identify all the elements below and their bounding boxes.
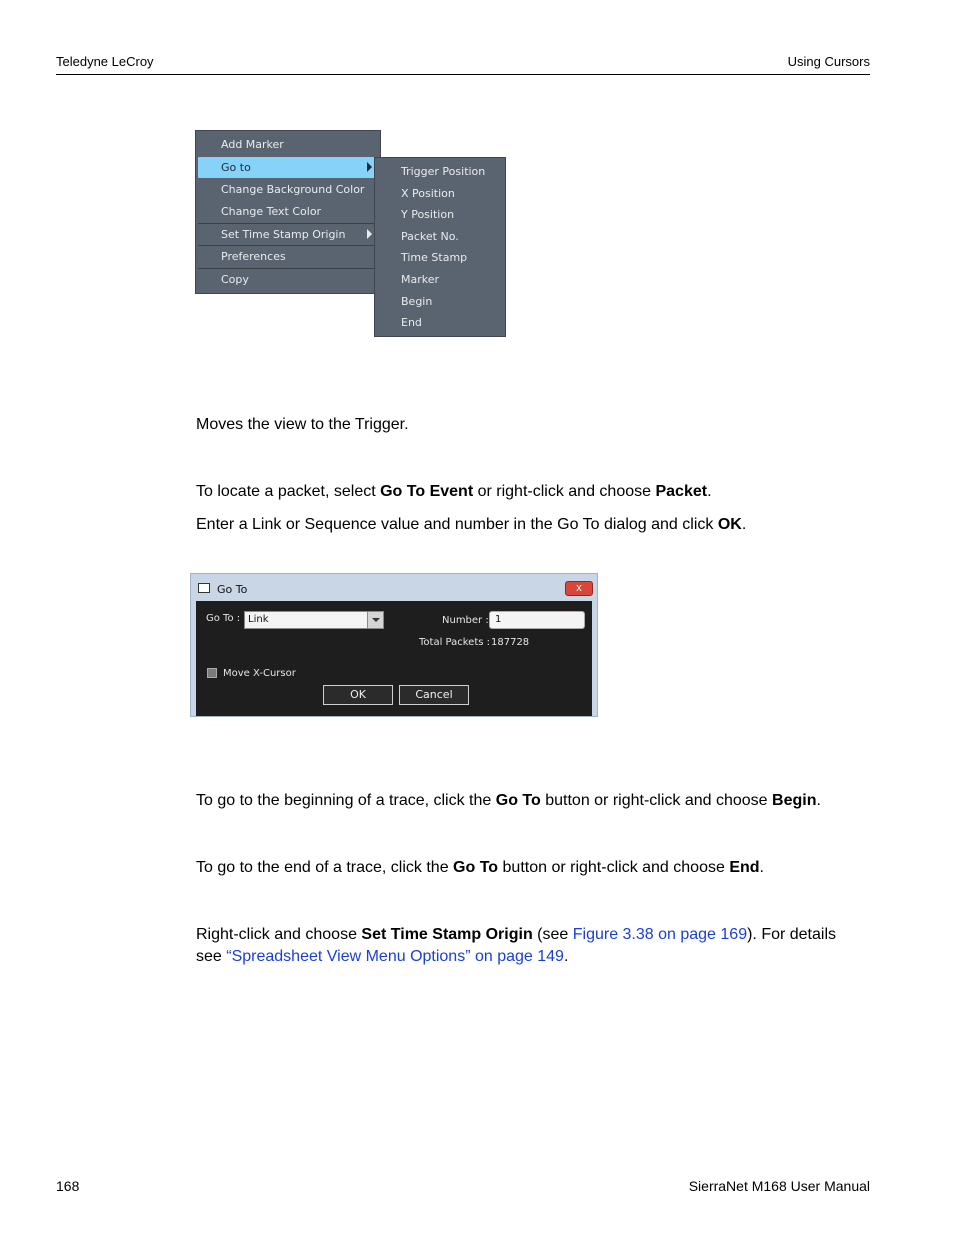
text-run: To go to the beginning of a trace, click the	[196, 792, 496, 809]
paragraph-enter-link	[196, 514, 746, 536]
menu-item-go-to[interactable]	[198, 157, 378, 178]
go-to-dialog	[190, 573, 598, 717]
text-run: button or right-click and choose	[540, 792, 773, 809]
paragraph-time-stamp-origin-cont	[196, 946, 568, 968]
text-run: .	[759, 859, 764, 876]
section-link[interactable]: “Spreadsheet View Menu Options” on page 149	[226, 948, 564, 965]
submenu-arrow-icon	[367, 162, 372, 172]
submenu-item-packet-no[interactable]: Packet No.	[401, 230, 459, 243]
go-to-label: Go To :	[206, 613, 241, 624]
go-to-select[interactable]	[244, 611, 384, 629]
text-run: or right-click and choose	[473, 483, 656, 500]
context-menu	[195, 130, 381, 294]
bold-run: Go To Event	[380, 483, 474, 500]
paragraph-trigger: Moves the view to the Trigger.	[196, 416, 409, 433]
page-header-left: Teledyne LeCroy	[56, 54, 154, 69]
total-packets-label: Total Packets :	[419, 637, 491, 648]
bold-run: OK	[717, 516, 742, 533]
bold-run: Set Time Stamp Origin	[361, 926, 533, 943]
close-button[interactable]: x	[565, 581, 593, 596]
text-run: see	[196, 948, 227, 965]
dialog-title: Go To	[217, 583, 248, 596]
text-run: ). For details	[747, 926, 837, 943]
menu-item-label: Go to	[221, 161, 251, 174]
submenu-arrow-icon	[367, 229, 372, 239]
number-input[interactable]: 1	[489, 611, 585, 629]
bold-run: End	[729, 859, 760, 876]
text-run: .	[741, 516, 747, 533]
text-run: (see	[532, 926, 573, 943]
menu-item-change-background-color[interactable]: Change Background Color	[221, 183, 365, 196]
go-to-select-value: Link	[248, 614, 269, 625]
page-number: 168	[56, 1178, 80, 1194]
move-x-cursor-label: Move X-Cursor	[223, 668, 296, 679]
total-packets-value: 187728	[491, 637, 530, 648]
bold-run: Begin	[772, 792, 817, 809]
text-run: To go to the end of a trace, click the	[196, 859, 454, 876]
submenu-item-begin[interactable]: Begin	[401, 295, 433, 308]
text-run: To locate a packet, select	[196, 483, 381, 500]
go-to-submenu	[374, 157, 506, 337]
text-run: .	[816, 792, 821, 809]
paragraph-locate-packet	[196, 481, 712, 503]
menu-item-add-marker[interactable]: Add Marker	[221, 138, 284, 151]
submenu-item-x-position[interactable]: X Position	[401, 187, 455, 200]
paragraph-time-stamp-origin	[196, 924, 836, 946]
menu-item-change-text-color[interactable]: Change Text Color	[221, 205, 322, 218]
page-header-right: Using Cursors	[787, 54, 870, 69]
cancel-button[interactable]: Cancel	[399, 685, 469, 705]
figure-link[interactable]: Figure 3.38 on page 169	[572, 926, 748, 943]
text-run: Right-click and choose	[196, 926, 362, 943]
text-run: button or right-click and choose	[498, 859, 730, 876]
menu-item-copy[interactable]: Copy	[221, 273, 249, 286]
submenu-item-y-position[interactable]: Y Position	[401, 208, 455, 221]
text-run: .	[563, 948, 569, 965]
menu-item-set-time-stamp-origin[interactable]	[198, 224, 378, 245]
menu-item-preferences[interactable]: Preferences	[221, 250, 286, 263]
ok-button[interactable]: OK	[323, 685, 393, 705]
header-rule	[56, 74, 870, 75]
bold-run: Go To	[453, 859, 499, 876]
text-run: Enter a Link or Sequence value and number in the Go To dialog and click	[196, 516, 718, 533]
chevron-down-icon[interactable]	[367, 612, 383, 628]
menu-item-label: Set Time Stamp Origin	[221, 228, 346, 241]
window-icon	[198, 583, 210, 593]
manual-title: SierraNet M168 User Manual	[688, 1178, 870, 1194]
bold-run: Packet	[655, 483, 708, 500]
submenu-item-trigger-position[interactable]: Trigger Position	[401, 165, 486, 178]
submenu-item-time-stamp[interactable]: Time Stamp	[401, 251, 468, 264]
dialog-body	[196, 601, 592, 716]
number-label: Number :	[442, 615, 489, 626]
submenu-item-marker[interactable]: Marker	[401, 273, 440, 286]
paragraph-end	[196, 857, 764, 879]
move-x-cursor-checkbox[interactable]	[207, 668, 217, 678]
submenu-item-end[interactable]: End	[401, 316, 422, 329]
paragraph-begin	[196, 790, 821, 812]
text-run: .	[707, 483, 712, 500]
bold-run: Go To	[495, 792, 541, 809]
